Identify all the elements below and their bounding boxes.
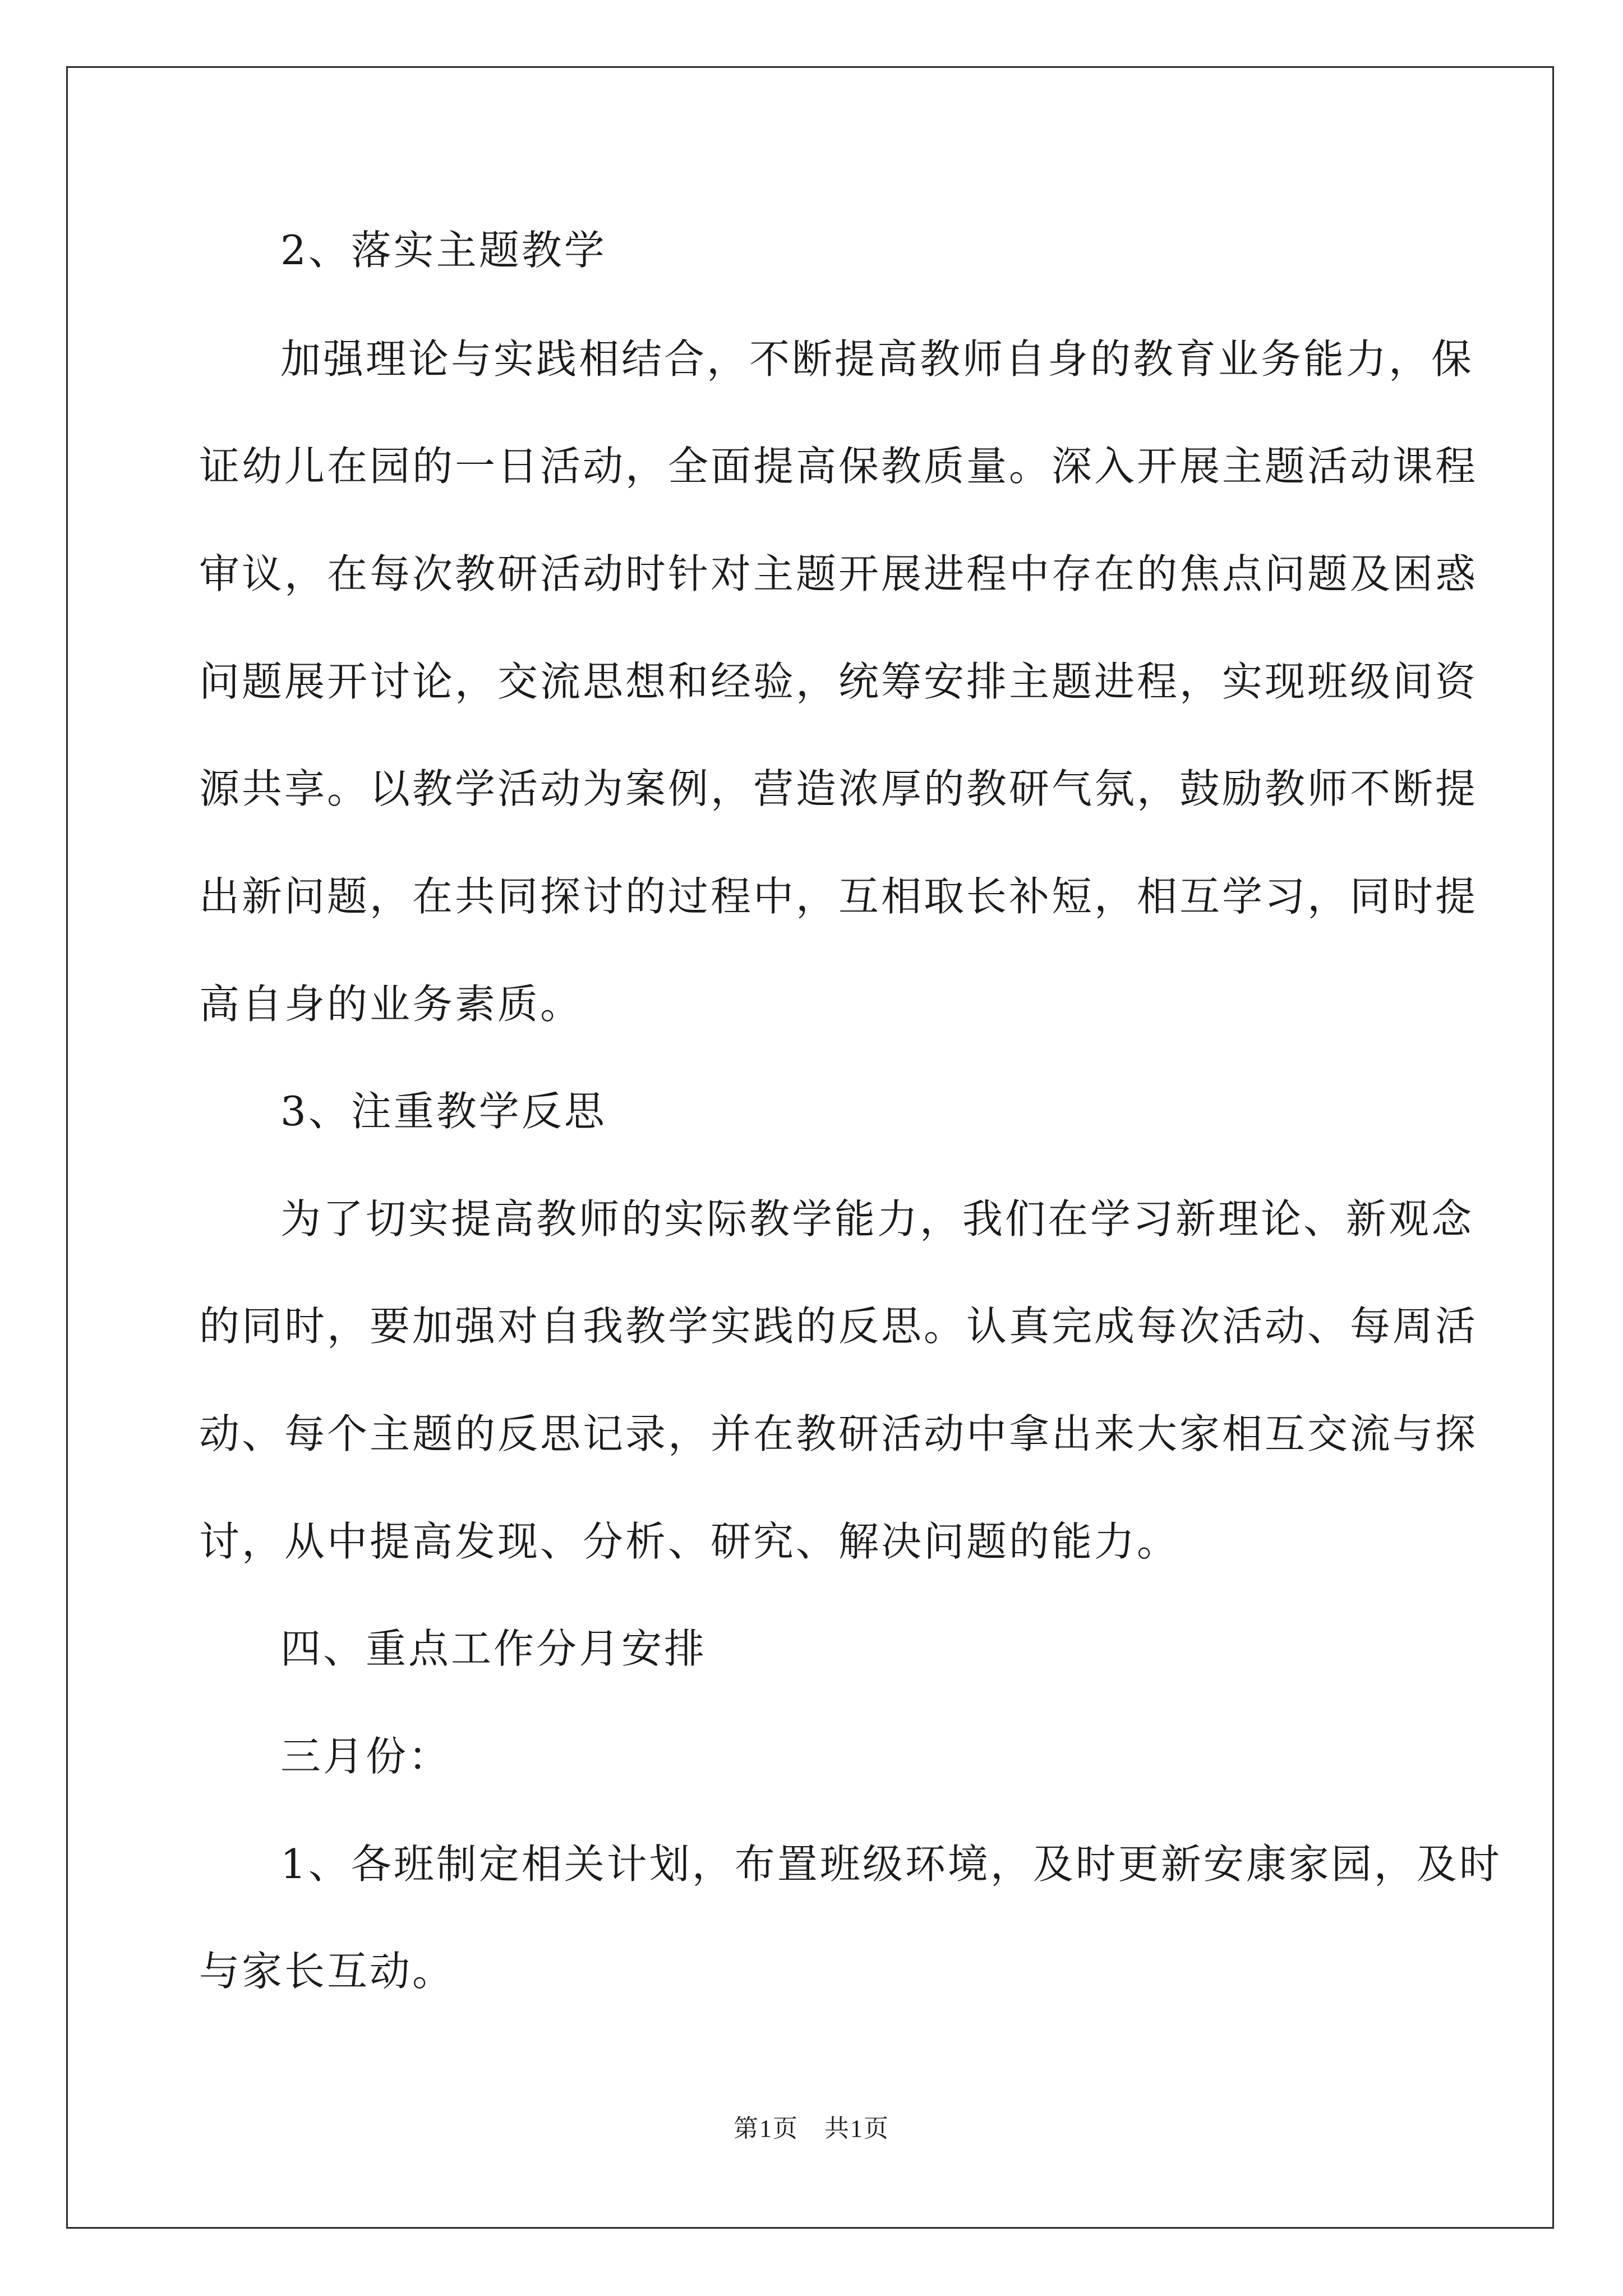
paragraph-line: 高自身的业务素质。 bbox=[199, 981, 583, 1028]
paragraph-line: 1、各班制定相关计划，布置班级环境，及时更新安康家园，及时 bbox=[280, 1841, 1502, 1888]
paragraph-line: 出新问题，在共同探讨的过程中，互相取长补短，相互学习，同时提 bbox=[199, 873, 1478, 920]
paragraph-line: 审议，在每次教研活动时针对主题开展进程中存在的焦点问题及困惑 bbox=[199, 550, 1478, 597]
section-heading: 四、重点工作分月安排 bbox=[280, 1625, 707, 1672]
paragraph-line: 讨，从中提高发现、分析、研究、解决问题的能力。 bbox=[199, 1518, 1180, 1565]
paragraph-line: 动、每个主题的反思记录，并在教研活动中拿出来大家相互交流与探 bbox=[199, 1410, 1478, 1457]
page-number: 第1页 共1页 bbox=[734, 2115, 889, 2142]
paragraph-line: 源共享。以教学活动为案例，营造浓厚的教研气氛，鼓励教师不断提 bbox=[199, 765, 1478, 812]
heading-2: 2、落实主题教学 bbox=[280, 227, 607, 274]
heading-3: 3、注重教学反思 bbox=[280, 1088, 607, 1135]
paragraph-line: 的同时，要加强对自我教学实践的反思。认真完成每次活动、每周活 bbox=[199, 1303, 1478, 1350]
month-heading: 三月份： bbox=[280, 1733, 451, 1780]
paragraph-line: 加强理论与实践相结合，不断提高教师自身的教育业务能力，保 bbox=[280, 335, 1474, 383]
paragraph-line: 与家长互动。 bbox=[199, 1948, 455, 1995]
paragraph-line: 证幼儿在园的一日活动，全面提高保教质量。深入开展主题活动课程 bbox=[199, 443, 1478, 490]
paragraph-line: 问题展开讨论，交流思想和经验，统筹安排主题进程，实现班级间资 bbox=[199, 658, 1478, 705]
paragraph-line: 为了切实提高教师的实际教学能力，我们在学习新理论、新观念 bbox=[280, 1195, 1474, 1243]
